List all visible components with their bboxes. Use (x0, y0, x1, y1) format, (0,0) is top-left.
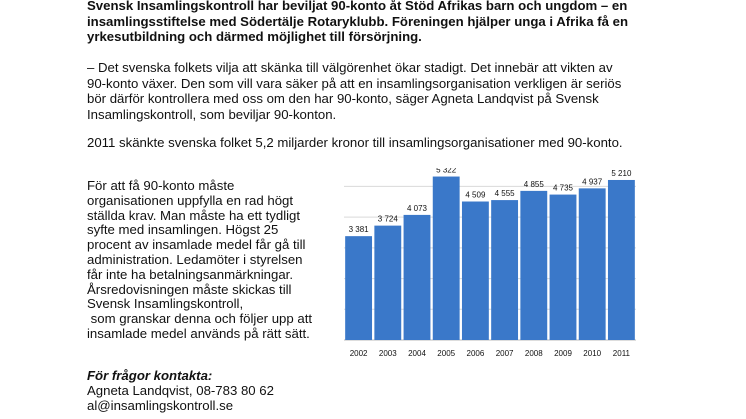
bar-2006 (462, 202, 489, 340)
requirements-line: administration. Ledamöter i styrelsen (87, 251, 303, 267)
value-label: 5 322 (436, 168, 457, 175)
value-label: 5 210 (611, 168, 632, 178)
category-label: 2005 (437, 349, 456, 358)
lead-paragraph: Svensk Insamlingskontroll har beviljat 90-konto åt Stöd Afrikas barn och ungdom – en insamlingsstiftelse med Södertälje Rotaryklubb. Föreningen hjälper unga i Afrika få en yrkesutbildning och därmed möjlighet till försörjning. (87, 0, 629, 45)
requirements-line: procent av insamlade medel får gå till (87, 237, 306, 253)
bar-2004 (404, 215, 431, 340)
requirements-line: syfte med insamlingen. Högst 25 (87, 222, 279, 238)
category-label: 2002 (349, 349, 368, 358)
bar-2008 (520, 191, 547, 340)
category-label: 2003 (378, 349, 397, 358)
bar-2010 (579, 188, 606, 340)
category-label: 2011 (612, 349, 631, 358)
body-paragraph-statistic: 2011 skänkte svenska folket 5,2 miljarder kronor till insamlingsorganisationer med 90-konto. (87, 135, 623, 150)
category-label: 2010 (583, 349, 602, 358)
requirements-line: organisationen uppfylla en rad högt (87, 192, 294, 208)
bar-2007 (491, 200, 518, 340)
value-label: 3 381 (348, 225, 369, 235)
category-label: 2006 (466, 349, 485, 358)
requirements-line: För att få 90-konto måste (87, 178, 235, 193)
category-label: 2008 (524, 349, 543, 358)
requirements-line: får inte ha betalningsanmärkningar. (87, 266, 294, 282)
requirements-line: som granskar denna och följer upp att (87, 311, 313, 327)
contact-email[interactable]: al@insamlingskontroll.se (87, 397, 234, 413)
requirements-line: insamlade medel används på rätt sätt. (87, 325, 310, 341)
contact-block (87, 369, 274, 413)
bar-2011 (608, 180, 635, 340)
value-label: 3 724 (377, 214, 398, 224)
body-paragraph-quote: – Det svenska folkets vilja att skänka till välgörenhet ökar stadigt. Det innebär att vikten av 90-konto växer. Den som vill vara säker på att en insamlingsorganisation verkligen är seriös bör därför kontrollera med oss om den har 90-konto, säger Agneta Landqvist på Svensk Insamlingskontroll, som beviljar 90-konton. (87, 60, 622, 122)
bar-2003 (374, 226, 401, 340)
category-label: 2009 (554, 349, 572, 358)
value-label: 4 509 (465, 190, 486, 200)
requirements-line: Svensk Insamlingskontroll, (87, 296, 244, 312)
value-label: 4 735 (552, 183, 574, 193)
donations-bar-chart (340, 168, 640, 364)
bar-2002 (345, 236, 372, 340)
category-label: 2004 (408, 349, 426, 358)
bar-2005 (433, 177, 460, 340)
contact-heading: För frågor kontakta: (87, 368, 213, 383)
contact-name-phone: Agneta Landqvist, 08-783 80 62 (87, 382, 274, 398)
category-label: 2007 (495, 349, 514, 358)
value-label: 4 073 (406, 203, 428, 213)
requirements-text (87, 179, 342, 342)
bar-2009 (550, 195, 577, 340)
value-label: 4 937 (582, 177, 603, 187)
requirements-line: Årsredovisningen måste skickas till (87, 281, 292, 297)
value-label: 4 855 (523, 179, 544, 189)
value-label: 4 555 (494, 189, 515, 199)
requirements-line: ställda krav. Man måste ha ett tydligt (87, 207, 301, 223)
